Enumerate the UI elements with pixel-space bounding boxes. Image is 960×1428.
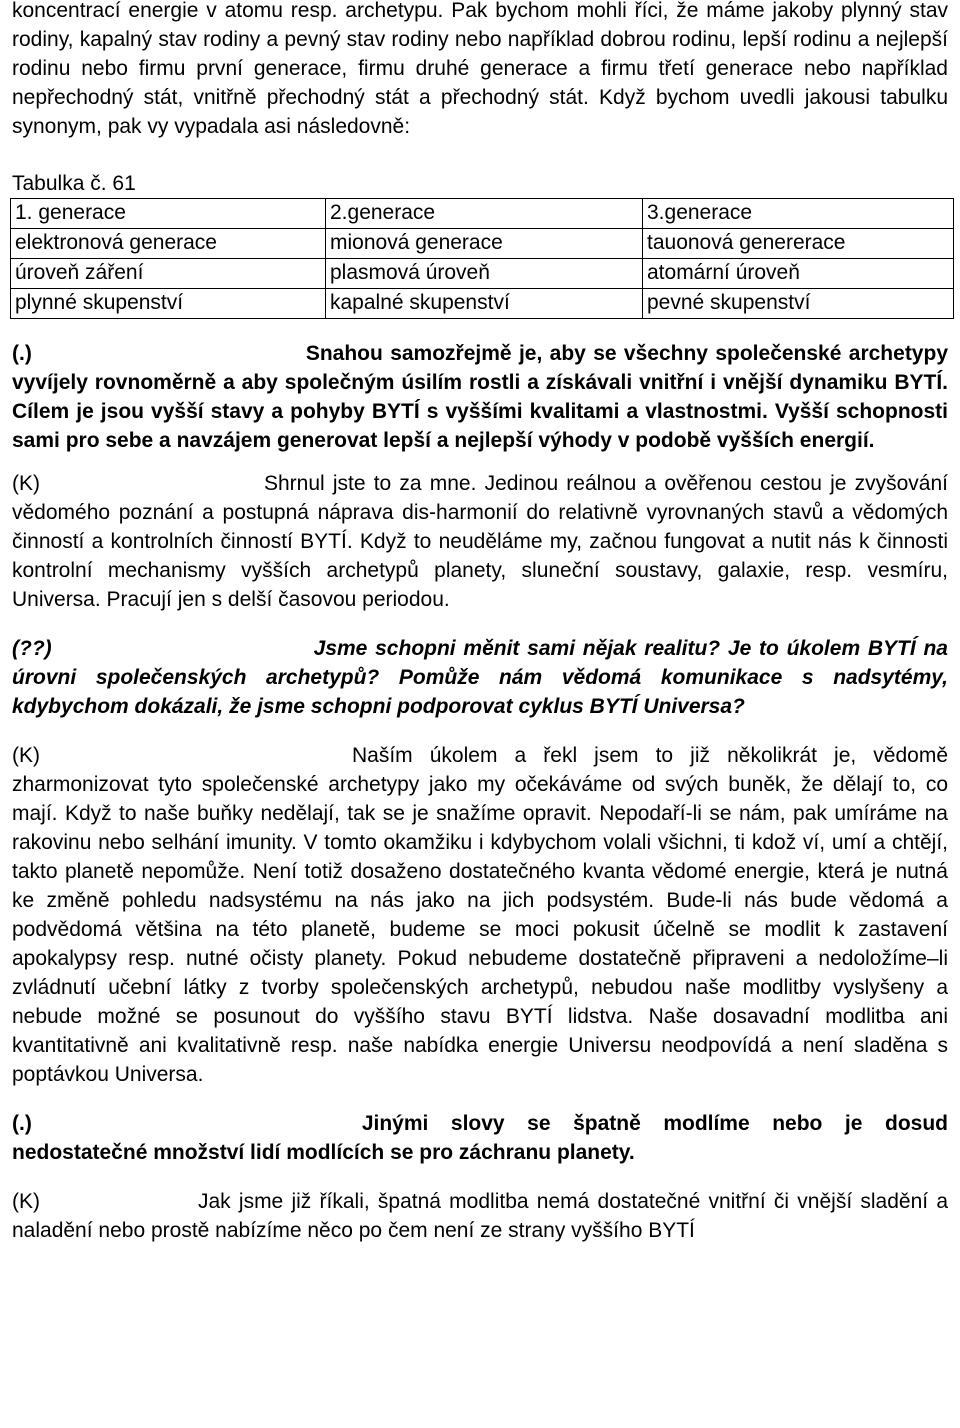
document-page bbox=[12, 0, 948, 1245]
question-text: Jsme schopni měnit sami nějak realitu? Je to úkolem BYTÍ na úrovni společenských archetypů? Pomůže nám vědomá komunikace s nadsytémy, kdybychom dokázali, že jsme schopni podporovat cyklus BYTÍ Universa? bbox=[12, 637, 948, 718]
table-cell: pevné skupenství bbox=[643, 289, 954, 319]
answer-paragraph-3 bbox=[12, 1187, 948, 1245]
question-paragraph-1 bbox=[12, 339, 948, 455]
answer-paragraph-2 bbox=[12, 741, 948, 1089]
table-row bbox=[11, 199, 954, 229]
question-paragraph-2 bbox=[12, 634, 948, 721]
table-cell: mionová generace bbox=[326, 229, 643, 259]
question-paragraph-3 bbox=[12, 1109, 948, 1167]
speaker-marker: (??) bbox=[12, 637, 52, 660]
table-cell: plynné skupenství bbox=[11, 289, 326, 319]
table-cell: 2.generace bbox=[326, 199, 643, 229]
speaker-marker: (K) bbox=[12, 744, 40, 767]
table-cell: 3.generace bbox=[643, 199, 954, 229]
table-cell: atomární úroveň bbox=[643, 259, 954, 289]
table-cell: 1. generace bbox=[11, 199, 326, 229]
table-cell: tauonová genererace bbox=[643, 229, 954, 259]
speaker-marker: (.) bbox=[12, 1112, 32, 1135]
answer-paragraph-1 bbox=[12, 469, 948, 614]
speaker-marker: (K) bbox=[12, 1190, 40, 1213]
table-cell: elektronová generace bbox=[11, 229, 326, 259]
answer-text: Shrnul jste to za mne. Jedinou reálnou a ověřenou cestou je zvyšování vědomého poznání a postupná náprava dis-harmonií do relativně vyrovnaných stavů a vědomých činností a kontrolních činností BYTÍ. Když to neuděláme my, začnou fungovat a nutit nás k činnosti kontrolní mechanismy vyšších archetypů planety, sluneční soustavy, galaxie, resp. vesmíru, Universa. Pracují jen s delší časovou periodou. bbox=[12, 472, 948, 611]
table-row bbox=[11, 289, 954, 319]
speaker-marker: (K) bbox=[12, 472, 40, 495]
table-cell: kapalné skupenství bbox=[326, 289, 643, 319]
table-caption: Tabulka č. 61 bbox=[12, 172, 136, 195]
answer-text: Jak jsme již říkali, špatná modlitba nemá dostatečné vnitřní či vnější sladění a naladění nebo prostě nabízíme něco po čem není ze strany vyššího BYTÍ bbox=[12, 1190, 948, 1242]
table-cell: plasmová úroveň bbox=[326, 259, 643, 289]
synonym-table bbox=[10, 198, 954, 319]
table-row bbox=[11, 229, 954, 259]
speaker-marker: (.) bbox=[12, 342, 32, 365]
intro-paragraph: koncentrací energie v atomu resp. archetypu. Pak bychom mohli říci, že máme jakoby plynný stav rodiny, kapalný stav rodiny a pevný stav rodiny nebo například dobrou rodinu, lepší rodinu a nejlepší rodinu nebo firmu první generace, firmu druhé generace a firmu třetí generace nebo například nepřechodný stát, vnitřně přechodný stát a přechodný stát. Když bychom uvedli jakousi tabulku synonym, pak vy vypadala asi následovně: bbox=[12, 0, 948, 138]
table-cell: úroveň záření bbox=[11, 259, 326, 289]
question-text: Snahou samozřejmě je, aby se všechny společenské archetypy vyvíjely rovnoměrně a aby společným úsilím rostli a získávali vnitřní i vnější dynamiku BYTÍ. Cílem je jsou vyšší stavy a pohyby BYTÍ s vyššími kvalitami a vlastnostmi. Vyšší schopnosti sami pro sebe a navzájem generovat lepší a nejlepší výhody v podobě vyšších energií. bbox=[12, 342, 948, 452]
question-text: Jinými slovy se špatně modlíme nebo je dosud nedostatečné množství lidí modlících se pro záchranu planety. bbox=[12, 1112, 948, 1164]
table-row bbox=[11, 259, 954, 289]
answer-text: Naším úkolem a řekl jsem to již několikrát je, vědomě zharmonizovat tyto společenské archetypy jako my očekáváme od svých buněk, že dělají to, co mají. Když to naše buňky nedělají, tak se je snažíme opravit. Nepodaří-li se nám, pak umíráme na rakovinu nebo selhání imunity. V tomto okamžiku i kdybychom volali všichni, ti kdož ví, umí a chtějí, takto planetě nepomůže. Není totiž dosaženo dostatečného kvanta vědomé energie, která je nutná ke změně pohledu nadsystému na nás jako na jich podsystém. Bude-li nás bude vědomá a podvědomá většina na této planetě, budeme se moci pokusit účelně se modlit k zastavení apokalypsy resp. nutné očisty planety. Pokud nebudeme dostatečně připraveni a nedoložíme–li zvládnutí učební látky z tvorby společenských archetypů, nebudou naše modlitby vyslyšeny a nebude možné se posunout do vyššího stavu BYTÍ lidstva. Naše dosavadní modlitba ani kvantitativně ani kvalitativně resp. naše nabídka energie Universu neodpovídá a není sladěna s poptávkou Universa. bbox=[12, 744, 948, 1086]
